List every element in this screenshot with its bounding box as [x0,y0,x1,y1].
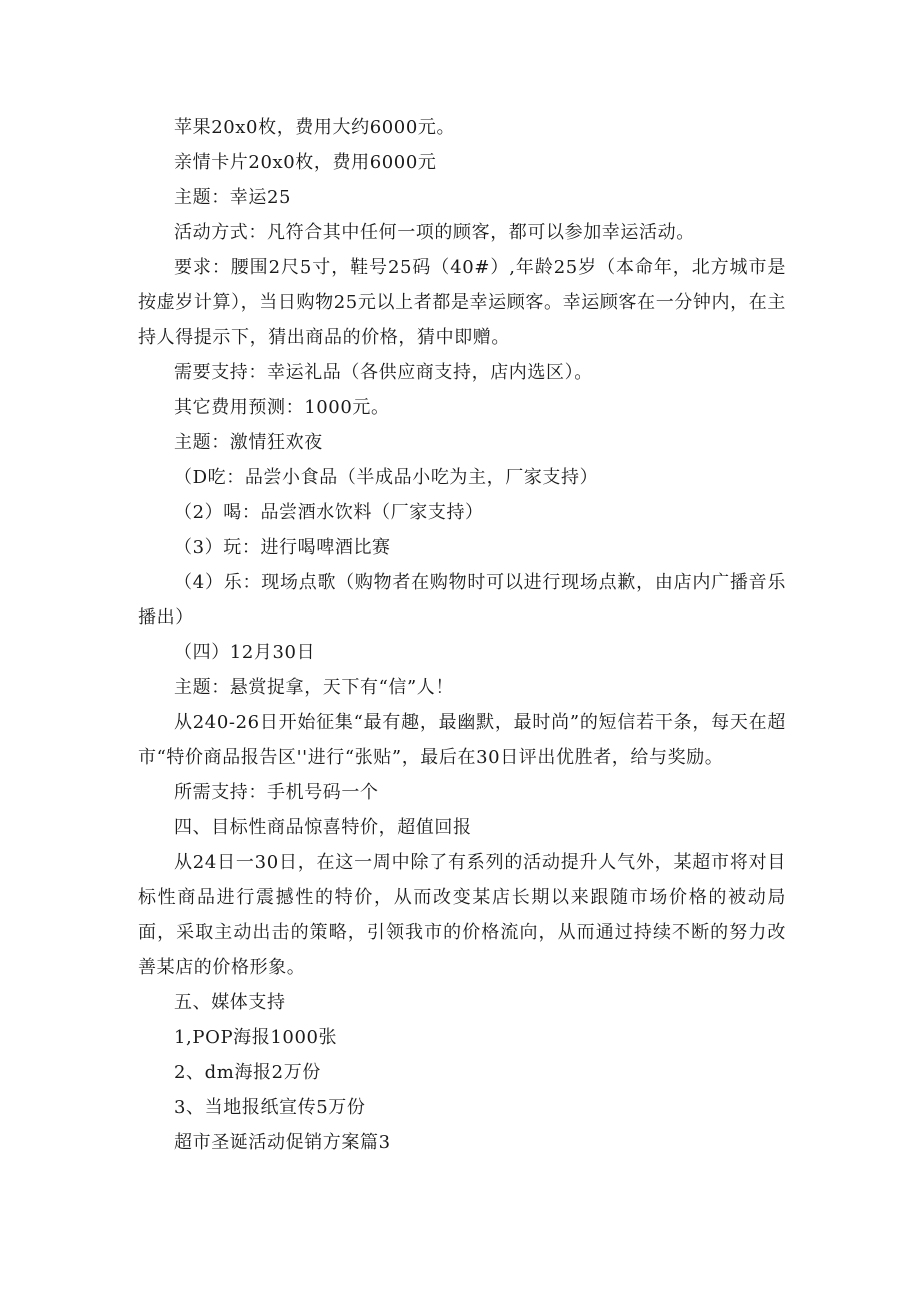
list-item: 3、当地报纸宣传5万份 [174,1097,366,1118]
paragraph: 活动方式：凡符合其中任何一项的顾客，都可以参加幸运活动。 [174,222,695,243]
list-item: 2、dm海报2万份 [174,1062,321,1083]
paragraph: （四）12月30日 [174,642,316,663]
paragraph: 从240-26日开始征集“最有趣，最幽默，最时尚”的短信若干条，每天在超市“特价商品报告区''进行“张贴”，最后在30日评出优胜者，给与奖励。 [138,712,786,768]
paragraph: 从24日一30日，在这一周中除了有系列的活动提升人气外，某超市将对目标性商品进行震撼性的特价，从而改变某店长期以来跟随市场价格的被动局面，采取主动出击的策略，引领我市的价格流向，从而通过持续不断的努力改善某店的价格形象。 [138,852,786,978]
document-body [138,110,786,1160]
paragraph: （D吃：品尝小食品（半成品小吃为主，厂家支持） [174,467,599,488]
list-item: 1,POP海报1000张 [174,1027,338,1048]
paragraph: 需要支持：幸运礼品（各供应商支持，店内选区）。 [174,362,593,383]
paragraph: 所需支持：手机号码一个 [174,782,379,803]
paragraph: （4）乐：现场点歌（购物者在购物时可以进行现场点歉，由店内广播音乐播出） [138,572,786,628]
paragraph: 苹果20x0枚，费用大约6000元。 [174,117,456,138]
paragraph: （3）玩：进行喝啤酒比赛 [174,537,391,558]
paragraph: 主题：幸运25 [174,187,292,208]
chapter-title: 超市圣诞活动促销方案篇3 [174,1132,391,1153]
paragraph: 要求：腰围2尺5寸，鞋号25码（40#）,年龄25岁（本命年，北方城市是按虚岁计算），当日购物25元以上者都是幸运顾客。幸运顾客在一分钟内，在主持人得提示下，猜出商品的价格，猜中即赠。 [138,257,786,348]
paragraph: （2）喝：品尝酒水饮料（厂家支持） [174,502,484,523]
section-heading: 四、目标性商品惊喜特价，超值回报 [174,817,472,838]
paragraph: 主题：悬赏捉拿，天下有“信”人！ [174,677,455,698]
paragraph: 亲情卡片20x0枚，费用6000元 [174,152,437,173]
paragraph: 其它费用预测：1000元。 [174,397,390,418]
section-heading: 五、媒体支持 [174,992,286,1013]
paragraph: 主题：激情狂欢夜 [174,432,323,453]
